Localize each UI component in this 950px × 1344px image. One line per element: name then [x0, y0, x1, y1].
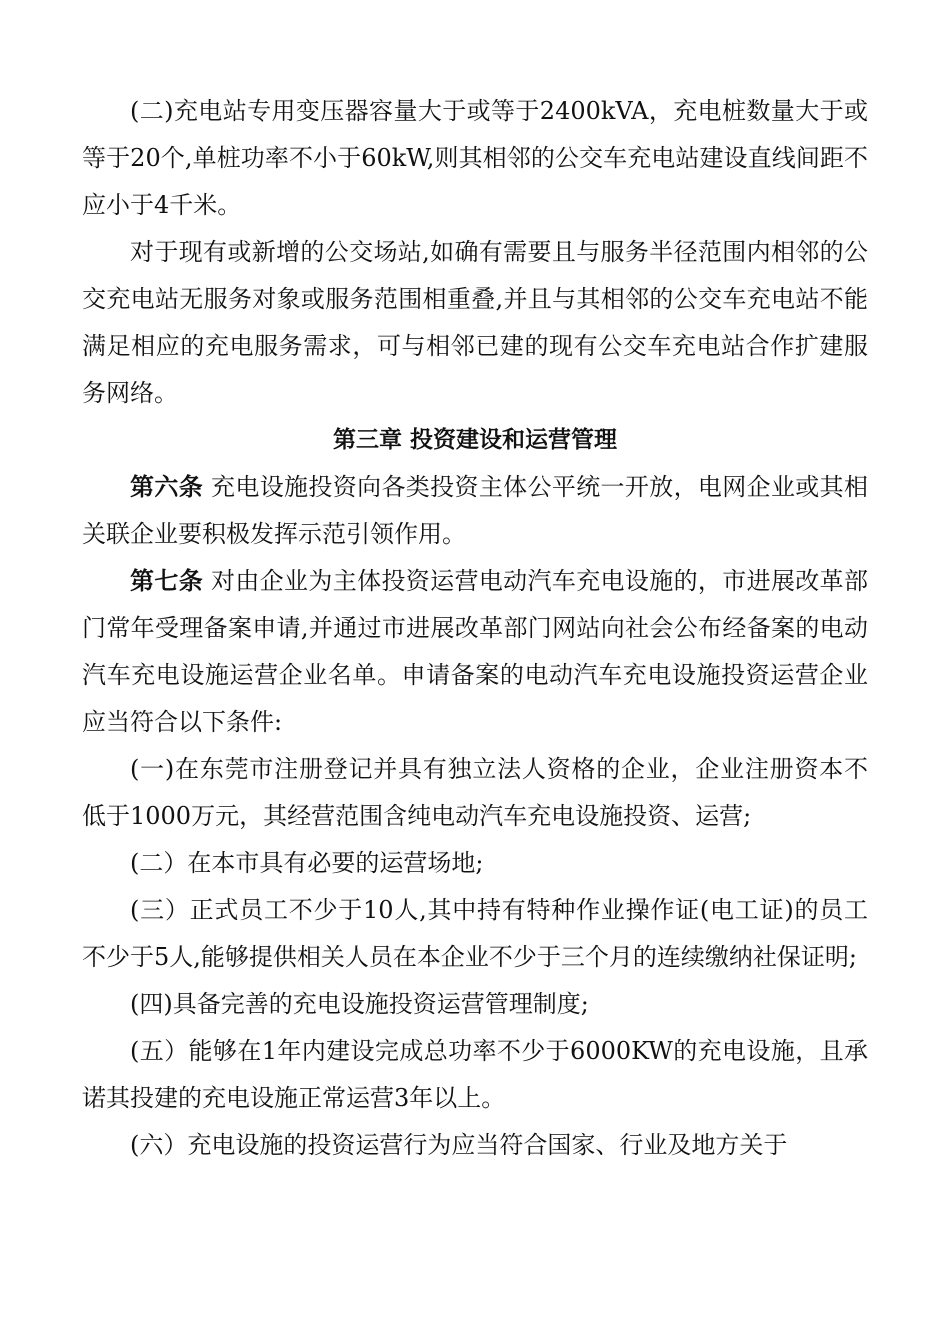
condition-1: (一)在东莞市注册登记并具有独立法人资格的企业，企业注册资本不低于1000万元，其经营范围含纯电动汽车充电设施投资、运营;: [82, 755, 868, 830]
document-page: [82, 88, 868, 1169]
condition-5: (五）能够在1年内建设完成总功率不少于6000KW的充电设施，且承诺其投建的充电设施正常运营3年以上。: [82, 1037, 868, 1112]
article-7: [82, 558, 868, 746]
condition-2: (二）在本市具有必要的运营场地;: [130, 849, 484, 877]
paragraph-bus-station-expansion: 对于现有或新增的公交场站,如确有需要且与服务半径范围内相邻的公交充电站无服务对象或服务范围相重叠,并且与其相邻的公交车充电站不能满足相应的充电服务需求，可与相邻已建的现有公交车充电站合作扩建服务网络。: [82, 238, 868, 407]
article-6-text: 充电设施投资向各类投资主体公平统一开放，电网企业或其相关联企业要积极发挥示范引领作用。: [82, 473, 868, 548]
article-6-label: 第六条: [130, 473, 204, 501]
article-7-label: 第七条: [130, 567, 204, 595]
condition-4: (四)具备完善的充电设施投资运营管理制度;: [130, 990, 589, 1018]
article-7-text: 对由企业为主体投资运营电动汽车充电设施的，市进展改革部门常年受理备案申请,并通过市进展改革部门网站向社会公布经备案的电动汽车充电设施运营企业名单。申请备案的电动汽车充电设施投资运营企业应当符合以下条件:: [82, 567, 868, 736]
article-6: [82, 464, 868, 558]
condition-3: (三）正式员工不少于10人,其中持有特种作业操作证(电工证)的员工不少于5人,能够提供相关人员在本企业不少于三个月的连续缴纳社保证明;: [82, 896, 868, 971]
condition-6: (六）充电设施的投资运营行为应当符合国家、行业及地方关于: [130, 1131, 788, 1159]
chapter-heading: 第三章 投资建设和运营管理: [332, 427, 617, 453]
paragraph-substation-spacing: (二)充电站专用变压器容量大于或等于2400kVA，充电桩数量大于或等于20个,单桩功率不小于60kW,则其相邻的公交车充电站建设直线间距不应小于4千米。: [82, 97, 868, 219]
